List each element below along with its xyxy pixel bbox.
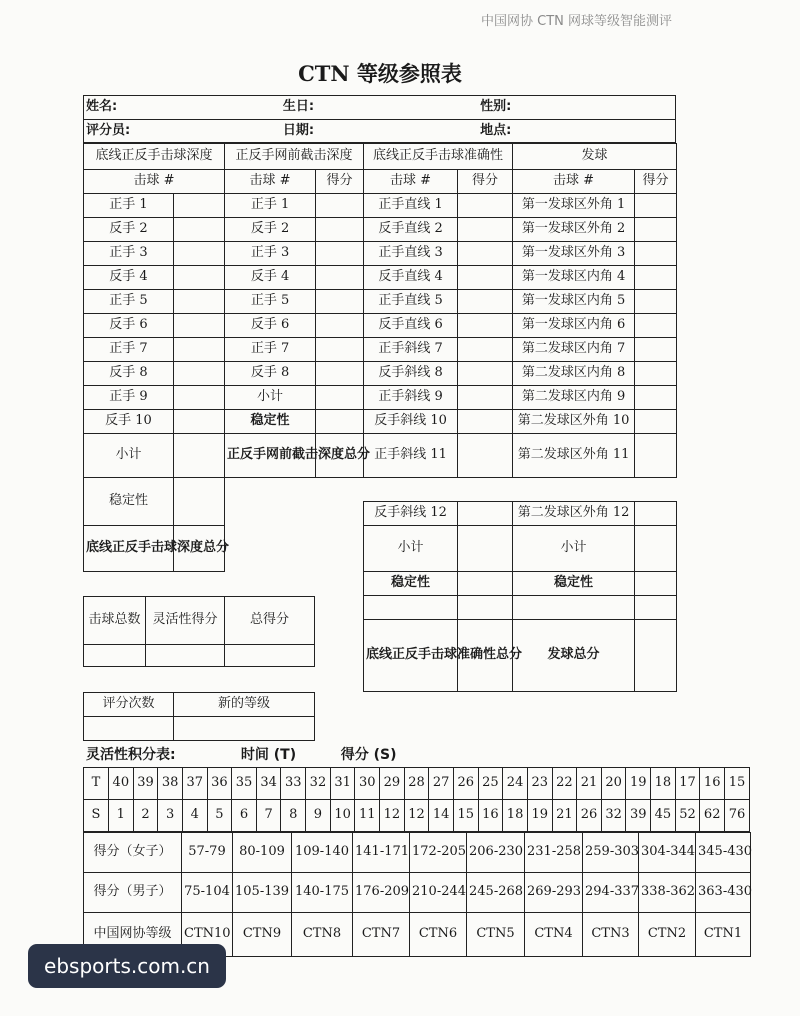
score-value: 3 xyxy=(158,800,183,832)
volley-score-cell[interactable] xyxy=(316,194,364,218)
rating-count-header: 评分次数 xyxy=(84,693,174,717)
ctn-level: CTN7 xyxy=(353,913,410,957)
serve-shot-label: 第一发球区外角 2 xyxy=(513,218,635,242)
info-table xyxy=(83,95,676,143)
accuracy-score-cell[interactable] xyxy=(458,314,513,338)
time-value: 40 xyxy=(109,768,134,800)
spacer xyxy=(316,572,364,596)
accuracy-score-cell[interactable] xyxy=(458,218,513,242)
stability-row xyxy=(84,572,677,596)
shot-row xyxy=(84,266,677,290)
ctn-level: CTN6 xyxy=(410,913,467,957)
serve-shot-label: 第一发球区内角 4 xyxy=(513,266,635,290)
depth-shot-label: 反手 4 xyxy=(84,266,174,290)
serve-shot-label: 第一发球区外角 1 xyxy=(513,194,635,218)
depth-shot-label: 反手 10 xyxy=(84,410,174,434)
agility-score-header: 灵活性得分 xyxy=(146,597,225,645)
shot-row xyxy=(84,386,677,410)
score-value: 32 xyxy=(601,800,626,832)
depth-subtotal-cell[interactable] xyxy=(174,434,225,478)
depth-score-cell[interactable] xyxy=(174,362,225,386)
accuracy-score-cell[interactable] xyxy=(458,338,513,362)
serve-shot-label: 第二发球区内角 8 xyxy=(513,362,635,386)
hit-total-cell[interactable] xyxy=(84,645,146,667)
subtotal-row xyxy=(84,434,677,478)
accuracy-shot-label: 反手斜线 10 xyxy=(364,410,458,434)
score-value: 7 xyxy=(256,800,281,832)
accuracy-extra-cell[interactable] xyxy=(364,596,458,620)
score-value: 12 xyxy=(404,800,429,832)
ctn-level: CTN8 xyxy=(292,913,353,957)
agility-title: 灵活性积分表: xyxy=(86,747,176,763)
serve-shot-label: 第二发球区外角 12 xyxy=(513,502,635,526)
score-value: 4 xyxy=(182,800,207,832)
time-value: 37 xyxy=(182,768,207,800)
ctn-level: CTN5 xyxy=(467,913,525,957)
accuracy-shot-label: 正手斜线 9 xyxy=(364,386,458,410)
serve-score-header: 得分 xyxy=(635,170,677,194)
female-range: 57-79 xyxy=(182,833,233,873)
score-value: 1 xyxy=(109,800,134,832)
spacer xyxy=(225,526,316,572)
accuracy-shot-label: 正手斜线 7 xyxy=(364,338,458,362)
header-note: 中国网协 CTN 网球等级智能测评 xyxy=(480,14,672,29)
time-value: 31 xyxy=(330,768,355,800)
score-value: 2 xyxy=(133,800,158,832)
spacer xyxy=(225,572,316,596)
spacer xyxy=(316,502,364,526)
hit-total-header: 击球总数 xyxy=(84,597,146,645)
depth-stability-cell[interactable] xyxy=(174,478,225,526)
male-range: 338-362 xyxy=(639,873,696,913)
volley-shot-label: 小计 xyxy=(225,386,316,410)
agility-heading xyxy=(86,744,506,764)
accuracy-score-cell[interactable] xyxy=(458,194,513,218)
ctn-level: CTN10 xyxy=(182,913,233,957)
depth-total-row xyxy=(84,526,677,572)
spacer xyxy=(364,478,458,502)
depth-shot-label: 正手 7 xyxy=(84,338,174,362)
serve-shot-label: 第一发球区内角 5 xyxy=(513,290,635,314)
male-score-row xyxy=(84,873,751,913)
spacer xyxy=(513,478,635,502)
male-range: 294-337 xyxy=(583,873,639,913)
time-label: 时间 (T) xyxy=(240,747,297,763)
accuracy-shot-label: 正手直线 3 xyxy=(364,242,458,266)
serve-score-cell[interactable] xyxy=(635,266,677,290)
ctn-level: CTN1 xyxy=(696,913,751,957)
time-value: 26 xyxy=(453,768,478,800)
accuracy-subtotal-label: 小计 xyxy=(364,526,458,572)
depth-score-cell[interactable] xyxy=(174,242,225,266)
score-value: 21 xyxy=(552,800,577,832)
section-accuracy-title: 底线正反手击球准确性 xyxy=(364,144,513,170)
score-label: 得分 (S) xyxy=(340,747,397,763)
male-range: 75-104 xyxy=(182,873,233,913)
accuracy-stability-cell[interactable] xyxy=(458,572,513,596)
accuracy-subtotal-cell[interactable] xyxy=(458,526,513,572)
male-score-label: 得分（男子） xyxy=(84,873,182,913)
serve-score-cell[interactable] xyxy=(635,338,677,362)
score-row xyxy=(84,800,750,832)
female-range: 172-205 xyxy=(410,833,467,873)
spacer xyxy=(225,502,316,526)
female-range: 345-430 xyxy=(696,833,751,873)
accuracy-shot-label: 反手直线 6 xyxy=(364,314,458,338)
volley-score-cell[interactable] xyxy=(316,338,364,362)
accuracy-stability-label: 稳定性 xyxy=(364,572,458,596)
ctn-level: CTN3 xyxy=(583,913,639,957)
score-value: 62 xyxy=(700,800,725,832)
serve-score-cell[interactable] xyxy=(635,362,677,386)
time-value: 30 xyxy=(355,768,380,800)
female-range: 109-140 xyxy=(292,833,353,873)
volley-score-header: 得分 xyxy=(316,170,364,194)
accuracy-score-header: 得分 xyxy=(458,170,513,194)
shot-row xyxy=(84,194,677,218)
serve-total-cell[interactable] xyxy=(635,620,677,692)
spacer xyxy=(316,596,364,620)
depth-score-cell[interactable] xyxy=(174,386,225,410)
volley-score-cell[interactable] xyxy=(316,218,364,242)
score-value: 11 xyxy=(355,800,380,832)
spacer xyxy=(316,478,364,502)
time-value: 22 xyxy=(552,768,577,800)
time-value: 18 xyxy=(651,768,676,800)
depth-score-cell[interactable] xyxy=(174,290,225,314)
female-score-label: 得分（女子） xyxy=(84,833,182,873)
section-serve-title: 发球 xyxy=(513,144,677,170)
time-value: 39 xyxy=(133,768,158,800)
accuracy-score-cell[interactable] xyxy=(458,386,513,410)
serve-score-cell[interactable] xyxy=(635,386,677,410)
volley-shot-label: 反手 8 xyxy=(225,362,316,386)
score-value: 6 xyxy=(232,800,257,832)
volley-shot-label: 正手 5 xyxy=(225,290,316,314)
spacer xyxy=(174,572,225,596)
spacer xyxy=(84,572,174,596)
volley-score-cell[interactable] xyxy=(316,362,364,386)
serve-score-cell[interactable] xyxy=(635,434,677,478)
score-value: 26 xyxy=(577,800,602,832)
depth-shot-label: 反手 6 xyxy=(84,314,174,338)
male-range: 105-139 xyxy=(233,873,292,913)
serve-score-cell[interactable] xyxy=(635,194,677,218)
agility-score-cell[interactable] xyxy=(146,645,225,667)
rating-count-cell[interactable] xyxy=(84,717,174,741)
summary-table xyxy=(83,596,315,667)
accuracy-shot-label: 反手直线 4 xyxy=(364,266,458,290)
section-depth-title: 底线正反手击球深度 xyxy=(84,144,225,170)
time-value: 19 xyxy=(626,768,651,800)
rating-table xyxy=(83,692,315,741)
time-value: 21 xyxy=(577,768,602,800)
female-range: 206-230 xyxy=(467,833,525,873)
volley-shot-label: 正手 3 xyxy=(225,242,316,266)
depth-shot-label: 正手 1 xyxy=(84,194,174,218)
spacer xyxy=(316,526,364,572)
shot-row xyxy=(84,290,677,314)
serve-shot-label: 第二发球区外角 11 xyxy=(513,434,635,478)
gender-label: 性别: xyxy=(478,96,675,120)
section-header-row xyxy=(84,144,677,170)
accuracy-shot-header: 击球 # xyxy=(364,170,458,194)
depth-shot-label: 反手 8 xyxy=(84,362,174,386)
score-value: 14 xyxy=(429,800,454,832)
serve-shot-label: 第二发球区内角 9 xyxy=(513,386,635,410)
volley-stability-cell[interactable] xyxy=(316,410,364,434)
depth-shot-label: 正手 5 xyxy=(84,290,174,314)
depth-subtotal-label: 小计 xyxy=(84,434,174,478)
time-value: 23 xyxy=(527,768,552,800)
volley-score-cell[interactable] xyxy=(316,290,364,314)
time-value: 32 xyxy=(306,768,331,800)
accuracy-shot-label: 正手直线 1 xyxy=(364,194,458,218)
t-label: T xyxy=(84,768,109,800)
depth-shot-label: 正手 9 xyxy=(84,386,174,410)
spacer xyxy=(635,478,677,502)
time-value: 20 xyxy=(601,768,626,800)
depth-col-header: 击球 # xyxy=(84,170,225,194)
male-range: 269-293 xyxy=(525,873,583,913)
depth-stability-label: 稳定性 xyxy=(84,478,174,526)
male-range: 245-268 xyxy=(467,873,525,913)
female-range: 141-171 xyxy=(353,833,410,873)
depth-score-cell[interactable] xyxy=(174,194,225,218)
time-value: 33 xyxy=(281,768,306,800)
volley-shot-label: 正手 7 xyxy=(225,338,316,362)
accuracy-score-cell[interactable] xyxy=(458,410,513,434)
time-value: 25 xyxy=(478,768,503,800)
female-range: 259-303 xyxy=(583,833,639,873)
date-label: 日期: xyxy=(281,120,478,143)
new-level-header: 新的等级 xyxy=(174,693,315,717)
time-value: 27 xyxy=(429,768,454,800)
shot-row xyxy=(84,338,677,362)
female-range: 304-344 xyxy=(639,833,696,873)
serve-score-cell[interactable] xyxy=(635,218,677,242)
depth-score-cell[interactable] xyxy=(174,314,225,338)
volley-shot-label: 正手 1 xyxy=(225,194,316,218)
serve-extra-cell[interactable] xyxy=(513,596,635,620)
column-header-row xyxy=(84,170,677,194)
time-value: 35 xyxy=(232,768,257,800)
serve-shot-label: 第一发球区外角 3 xyxy=(513,242,635,266)
serve-stability-label: 稳定性 xyxy=(513,572,635,596)
volley-score-cell[interactable] xyxy=(316,386,364,410)
female-score-row xyxy=(84,833,751,873)
shot-row xyxy=(84,218,677,242)
accuracy-shot-label: 正手直线 5 xyxy=(364,290,458,314)
accuracy-shot-label: 正手斜线 11 xyxy=(364,434,458,478)
female-range: 231-258 xyxy=(525,833,583,873)
volley-stability-label: 稳定性 xyxy=(225,410,316,434)
serve-score-cell[interactable] xyxy=(635,502,677,526)
birthday-label: 生日: xyxy=(281,96,478,120)
spacer xyxy=(225,478,316,502)
accuracy-score-cell[interactable] xyxy=(458,242,513,266)
serve-stability-cell[interactable] xyxy=(635,572,677,596)
total-score-cell[interactable] xyxy=(225,645,315,667)
accuracy-score-cell[interactable] xyxy=(458,362,513,386)
s-label: S xyxy=(84,800,109,832)
page-title: CTN 等级参照表 xyxy=(298,61,462,86)
male-range: 210-244 xyxy=(410,873,467,913)
serve-extra-cell[interactable] xyxy=(635,596,677,620)
rater-label: 评分员: xyxy=(84,120,281,143)
shot-row xyxy=(84,314,677,338)
accuracy-score-cell[interactable] xyxy=(458,434,513,478)
accuracy-shot-label: 反手直线 2 xyxy=(364,218,458,242)
total-score-header: 总得分 xyxy=(225,597,315,645)
time-row xyxy=(84,768,750,800)
serve-shot-label: 第二发球区外角 10 xyxy=(513,410,635,434)
time-value: 16 xyxy=(700,768,725,800)
time-value: 29 xyxy=(380,768,405,800)
volley-total-label: 正反手网前截击深度总分 xyxy=(225,434,316,478)
volley-shot-header: 击球 # xyxy=(225,170,316,194)
time-value: 36 xyxy=(207,768,232,800)
score-value: 10 xyxy=(330,800,355,832)
ctn-level: CTN2 xyxy=(639,913,696,957)
name-label: 姓名: xyxy=(84,96,281,120)
depth-score-cell[interactable] xyxy=(174,266,225,290)
spacer xyxy=(458,478,513,502)
depth-score-cell[interactable] xyxy=(174,410,225,434)
serve-score-cell[interactable] xyxy=(635,410,677,434)
ctn-level: CTN9 xyxy=(233,913,292,957)
section-volley-title: 正反手网前截击深度 xyxy=(225,144,364,170)
accuracy-score-cell[interactable] xyxy=(458,290,513,314)
time-value: 17 xyxy=(675,768,700,800)
serve-shot-label: 第二发球区内角 7 xyxy=(513,338,635,362)
level-table xyxy=(83,832,751,957)
score-value: 19 xyxy=(527,800,552,832)
accuracy-extra-cell[interactable] xyxy=(458,596,513,620)
serve-subtotal-label: 小计 xyxy=(513,526,635,572)
score-value: 76 xyxy=(725,800,750,832)
male-range: 176-209 xyxy=(353,873,410,913)
accuracy-score-cell[interactable] xyxy=(458,502,513,526)
accuracy-shot-label: 反手斜线 8 xyxy=(364,362,458,386)
serve-score-cell[interactable] xyxy=(635,314,677,338)
volley-score-cell[interactable] xyxy=(316,266,364,290)
score-value: 16 xyxy=(478,800,503,832)
watermark: ebsports.com.cn xyxy=(28,944,226,988)
agility-table xyxy=(83,767,750,832)
volley-shot-label: 反手 4 xyxy=(225,266,316,290)
volley-score-cell[interactable] xyxy=(316,242,364,266)
time-value: 15 xyxy=(725,768,750,800)
score-value: 8 xyxy=(281,800,306,832)
ctn-level: CTN4 xyxy=(525,913,583,957)
male-range: 363-430 xyxy=(696,873,751,913)
stability-row xyxy=(84,478,677,502)
time-value: 34 xyxy=(256,768,281,800)
score-value: 52 xyxy=(675,800,700,832)
serve-subtotal-cell[interactable] xyxy=(635,526,677,572)
male-range: 140-175 xyxy=(292,873,353,913)
serve-shot-header: 击球 # xyxy=(513,170,635,194)
score-value: 15 xyxy=(453,800,478,832)
score-value: 45 xyxy=(651,800,676,832)
accuracy-shot-label: 反手斜线 12 xyxy=(364,502,458,526)
time-value: 24 xyxy=(503,768,528,800)
serve-shot-label: 第一发球区内角 6 xyxy=(513,314,635,338)
score-value: 18 xyxy=(503,800,528,832)
accuracy-score-cell[interactable] xyxy=(458,266,513,290)
score-value: 39 xyxy=(626,800,651,832)
location-label: 地点: xyxy=(478,120,675,143)
time-value: 28 xyxy=(404,768,429,800)
time-value: 38 xyxy=(158,768,183,800)
female-range: 80-109 xyxy=(233,833,292,873)
depth-total-label: 底线正反手击球深度总分 xyxy=(84,526,174,572)
serve-score-cell[interactable] xyxy=(635,290,677,314)
score-value: 5 xyxy=(207,800,232,832)
volley-shot-label: 反手 6 xyxy=(225,314,316,338)
depth-score-cell[interactable] xyxy=(174,338,225,362)
serve-total-label: 发球总分 xyxy=(513,620,635,692)
volley-score-cell[interactable] xyxy=(316,314,364,338)
new-level-cell[interactable] xyxy=(174,717,315,741)
accuracy-total-label: 底线正反手击球准确性总分 xyxy=(364,620,458,692)
shot-row xyxy=(84,362,677,386)
spacer xyxy=(316,620,364,692)
depth-score-cell[interactable] xyxy=(174,218,225,242)
depth-shot-label: 反手 2 xyxy=(84,218,174,242)
ctn-level-label: 中国网协等级 xyxy=(84,913,182,957)
depth-shot-label: 正手 3 xyxy=(84,242,174,266)
serve-score-cell[interactable] xyxy=(635,242,677,266)
score-value: 9 xyxy=(306,800,331,832)
shot-row xyxy=(84,410,677,434)
volley-shot-label: 反手 2 xyxy=(225,218,316,242)
score-value: 12 xyxy=(380,800,405,832)
shot-row xyxy=(84,242,677,266)
